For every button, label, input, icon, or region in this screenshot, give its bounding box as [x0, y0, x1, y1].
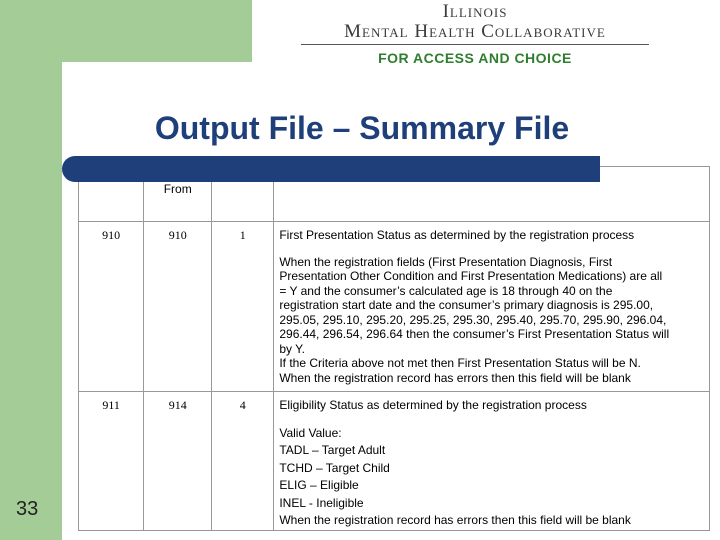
cell-position-from: 914 [144, 392, 212, 531]
cell-length: 4 [212, 392, 274, 531]
output-file-table [78, 166, 710, 531]
cell-description [274, 222, 710, 392]
title-underline-bar [62, 156, 600, 182]
cell-position-from: 910 [144, 222, 212, 392]
collaborative-logo [300, 2, 650, 66]
desc-line: When the registration record has errors then this field will be blank [279, 513, 631, 527]
desc-line: by Y. [279, 341, 305, 356]
table-row [79, 222, 710, 392]
page-number: 33 [16, 498, 39, 520]
desc-line: 296.44, 296.54, 296.64 then the consumer’s First Presentation Status will [279, 327, 670, 341]
logo-rule [301, 44, 649, 45]
desc-line: When the registration record has errors then this field will be blank [279, 370, 631, 385]
cell-position-to: 911 [79, 392, 144, 531]
cell-length: 1 [212, 222, 274, 392]
desc-line: = Y and the consumer’s calculated age is 18 through 40 on the [279, 283, 613, 298]
desc-line: If the Criteria above not met then First Presentation Status will be N. [279, 356, 641, 370]
desc-line: ELIG – Eligible [279, 478, 359, 492]
logo-line-tagline: FOR ACCESS AND CHOICE [378, 50, 572, 66]
desc-gap [279, 385, 703, 391]
header-position-from: From [144, 167, 212, 222]
desc-gap [279, 243, 703, 255]
desc-line: registration start date and the consumer’s primary diagnosis is 295.00, [279, 298, 654, 312]
desc-line: When the registration fields (First Presentation Diagnosis, First [279, 254, 613, 269]
cell-description [274, 392, 710, 531]
logo-line-name: Mental Health Collaborative [344, 21, 606, 42]
desc-line: INEL - Ineligible [279, 495, 364, 510]
desc-line: Presentation Other Condition and First Presentation Medications) are all [279, 269, 663, 283]
desc-line: Valid Value: [279, 425, 342, 440]
slide-title: Output File – Summary File [154, 110, 570, 146]
desc-line: First Presentation Status as determined by the registration process [279, 228, 635, 242]
desc-line: 295.05, 295.10, 295.20, 295.25, 295.30, 295.40, 295.70, 295.90, 296.04, [279, 312, 667, 327]
desc-line: TADL – Target Adult [279, 443, 386, 457]
cell-position-to: 910 [79, 222, 144, 392]
top-green-band [0, 0, 252, 62]
left-green-band [0, 0, 62, 540]
table-row [79, 392, 710, 531]
desc-gap [279, 413, 703, 425]
logo-line-illinois: Illinois [442, 1, 508, 22]
desc-line: Eligibility Status as determined by the registration process [279, 398, 587, 412]
desc-line: TCHD – Target Child [279, 460, 390, 475]
